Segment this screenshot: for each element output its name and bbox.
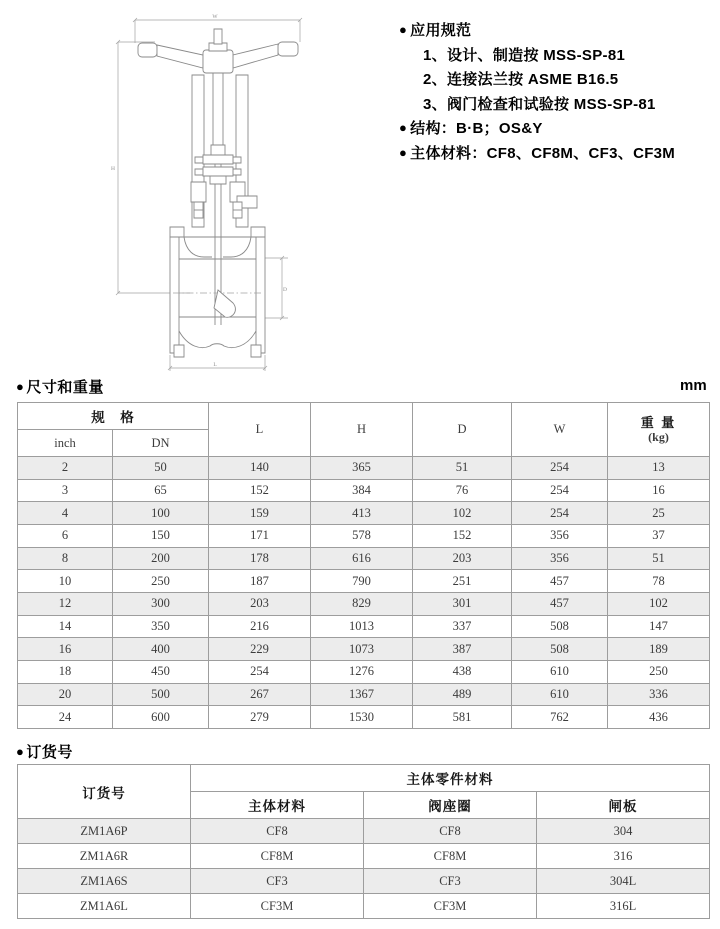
dim-cell: 616 [311, 547, 413, 570]
dim-cell: 150 [113, 524, 209, 547]
dim-cell: 140 [209, 457, 311, 480]
dim-cell: 159 [209, 502, 311, 525]
dim-cell: 13 [608, 457, 710, 480]
dim-row [18, 592, 710, 615]
order-cell: 316L [537, 894, 710, 919]
dim-cell: 790 [311, 570, 413, 593]
header-spec: 规 格 [18, 403, 209, 430]
dim-cell: 457 [512, 570, 608, 593]
dim-cell: 436 [608, 706, 710, 729]
dim-row [18, 683, 710, 706]
bullet-icon: ● [399, 144, 408, 160]
bullet-icon: ● [399, 22, 408, 37]
order-number-table [17, 764, 710, 919]
dim-cell: 457 [512, 592, 608, 615]
header-seat-ring: 阀座圈 [364, 792, 537, 819]
spec-structure-text: 结构：B·B；OS&Y [410, 120, 543, 137]
dim-cell: 267 [209, 683, 311, 706]
dim-cell: 51 [608, 547, 710, 570]
dim-row [18, 570, 710, 593]
header-weight-text: 重 量 [640, 415, 677, 430]
dim-label-h: H [111, 166, 115, 172]
order-cell: ZM1A6R [18, 844, 191, 869]
header-body-material: 主体材料 [191, 792, 364, 819]
dim-cell: 216 [209, 615, 311, 638]
dim-cell: 301 [413, 592, 512, 615]
dim-cell: 356 [512, 524, 608, 547]
dim-cell: 51 [413, 457, 512, 480]
dim-cell: 336 [608, 683, 710, 706]
dim-row [18, 706, 710, 729]
dim-cell: 1013 [311, 615, 413, 638]
order-header-row [18, 765, 710, 792]
order-cell: ZM1A6S [18, 869, 191, 894]
header-dn: DN [113, 430, 209, 457]
dim-cell: 178 [209, 547, 311, 570]
header-weight-unit: (kg) [648, 430, 669, 444]
header-d: D [413, 403, 512, 457]
dim-cell: 50 [113, 457, 209, 480]
dim-cell: 610 [512, 660, 608, 683]
dim-cell: 229 [209, 638, 311, 661]
dim-cell: 102 [608, 592, 710, 615]
dim-cell: 300 [113, 592, 209, 615]
dim-cell: 829 [311, 592, 413, 615]
order-row [18, 844, 710, 869]
header-l: L [209, 403, 311, 457]
dim-cell: 20 [18, 683, 113, 706]
dim-cell: 16 [608, 479, 710, 502]
dim-cell: 24 [18, 706, 113, 729]
dim-cell: 1276 [311, 660, 413, 683]
dim-row [18, 502, 710, 525]
dim-cell: 250 [113, 570, 209, 593]
spec-materials-text: 主体材料：CF8、CF8M、CF3、CF3M [410, 144, 676, 162]
dim-cell: 100 [113, 502, 209, 525]
dim-cell: 356 [512, 547, 608, 570]
dim-cell: 16 [18, 638, 113, 661]
dim-cell: 76 [413, 479, 512, 502]
header-parts-material-group: 主体零件材料 [191, 765, 710, 792]
dim-cell: 37 [608, 524, 710, 547]
dim-cell: 254 [512, 479, 608, 502]
dim-cell: 4 [18, 502, 113, 525]
dim-cell: 400 [113, 638, 209, 661]
dim-cell: 413 [311, 502, 413, 525]
dim-cell: 610 [512, 683, 608, 706]
header-order-no: 订货号 [18, 765, 191, 819]
order-cell: CF3M [191, 894, 364, 919]
unit-label: mm [680, 377, 707, 394]
dim-cell: 3 [18, 479, 113, 502]
dim-row [18, 547, 710, 570]
dim-cell: 1367 [311, 683, 413, 706]
spec-item: 3、阀门检查和试验按 MSS-SP-81 [423, 95, 656, 113]
spec-block [399, 19, 717, 166]
dim-cell: 147 [608, 615, 710, 638]
dim-cell: 578 [311, 524, 413, 547]
dim-cell: 200 [113, 547, 209, 570]
dim-cell: 203 [413, 547, 512, 570]
dim-header-row [18, 403, 710, 430]
dim-cell: 10 [18, 570, 113, 593]
dim-cell: 508 [512, 638, 608, 661]
dim-cell: 254 [512, 457, 608, 480]
dim-cell: 189 [608, 638, 710, 661]
dim-row [18, 479, 710, 502]
bullet-icon: ● [16, 379, 25, 394]
dim-row [18, 660, 710, 683]
header-h: H [311, 403, 413, 457]
dim-cell: 279 [209, 706, 311, 729]
dim-cell: 500 [113, 683, 209, 706]
dim-label-l: L [213, 362, 217, 368]
order-section-title-text: 订货号 [26, 744, 73, 761]
order-cell: CF8 [364, 819, 537, 844]
dim-cell: 102 [413, 502, 512, 525]
order-cell: 304L [537, 869, 710, 894]
header-gate: 闸板 [537, 792, 710, 819]
dim-row [18, 615, 710, 638]
header-inch: inch [18, 430, 113, 457]
dim-cell: 489 [413, 683, 512, 706]
spec-item: 2、连接法兰按 ASME B16.5 [423, 71, 619, 88]
dim-cell: 250 [608, 660, 710, 683]
spec-item: 1、设计、制造按 MSS-SP-81 [423, 46, 626, 64]
order-cell: CF8 [191, 819, 364, 844]
dim-row [18, 457, 710, 480]
dim-cell: 14 [18, 615, 113, 638]
dim-cell: 450 [113, 660, 209, 683]
dim-section-title-text: 尺寸和重量 [26, 379, 104, 396]
dim-cell: 18 [18, 660, 113, 683]
bullet-icon: ● [399, 120, 408, 135]
dim-cell: 762 [512, 706, 608, 729]
dim-cell: 152 [413, 524, 512, 547]
dim-cell: 187 [209, 570, 311, 593]
dim-cell: 365 [311, 457, 413, 480]
dim-cell: 1530 [311, 706, 413, 729]
dim-cell: 350 [113, 615, 209, 638]
order-row [18, 894, 710, 919]
dim-cell: 1073 [311, 638, 413, 661]
dim-cell: 254 [512, 502, 608, 525]
dim-cell: 65 [113, 479, 209, 502]
dim-cell: 25 [608, 502, 710, 525]
spec-app-title-text: 应用规范 [410, 22, 472, 39]
order-cell: CF3M [364, 894, 537, 919]
dimensions-table [17, 402, 710, 729]
dim-row [18, 638, 710, 661]
header-w: W [512, 403, 608, 457]
dim-cell: 78 [608, 570, 710, 593]
order-cell: 304 [537, 819, 710, 844]
order-row [18, 819, 710, 844]
order-cell: CF3 [364, 869, 537, 894]
dim-label-w: W [212, 14, 218, 20]
dim-cell: 152 [209, 479, 311, 502]
dim-cell: 600 [113, 706, 209, 729]
order-cell: 316 [537, 844, 710, 869]
dim-cell: 387 [413, 638, 512, 661]
dim-cell: 384 [311, 479, 413, 502]
dim-cell: 254 [209, 660, 311, 683]
dim-cell: 171 [209, 524, 311, 547]
dim-cell: 508 [512, 615, 608, 638]
dim-cell: 251 [413, 570, 512, 593]
order-cell: CF8M [364, 844, 537, 869]
dim-cell: 12 [18, 592, 113, 615]
dim-cell: 581 [413, 706, 512, 729]
dim-cell: 8 [18, 547, 113, 570]
dim-cell: 337 [413, 615, 512, 638]
order-cell: CF3 [191, 869, 364, 894]
order-section-title [16, 741, 73, 762]
spec-materials [399, 142, 717, 167]
dim-cell: 2 [18, 457, 113, 480]
order-cell: CF8M [191, 844, 364, 869]
bullet-icon: ● [16, 744, 25, 759]
order-row [18, 869, 710, 894]
dim-label-d: D [283, 287, 287, 293]
dim-cell: 438 [413, 660, 512, 683]
dim-section-title [16, 376, 104, 397]
order-cell: ZM1A6P [18, 819, 191, 844]
order-cell: ZM1A6L [18, 894, 191, 919]
header-weight [608, 403, 710, 457]
dim-cell: 6 [18, 524, 113, 547]
dim-row [18, 524, 710, 547]
spec-app-title [399, 19, 717, 44]
dim-cell: 203 [209, 592, 311, 615]
spec-structure [399, 117, 717, 142]
gate-valve-technical-drawing [100, 5, 310, 375]
